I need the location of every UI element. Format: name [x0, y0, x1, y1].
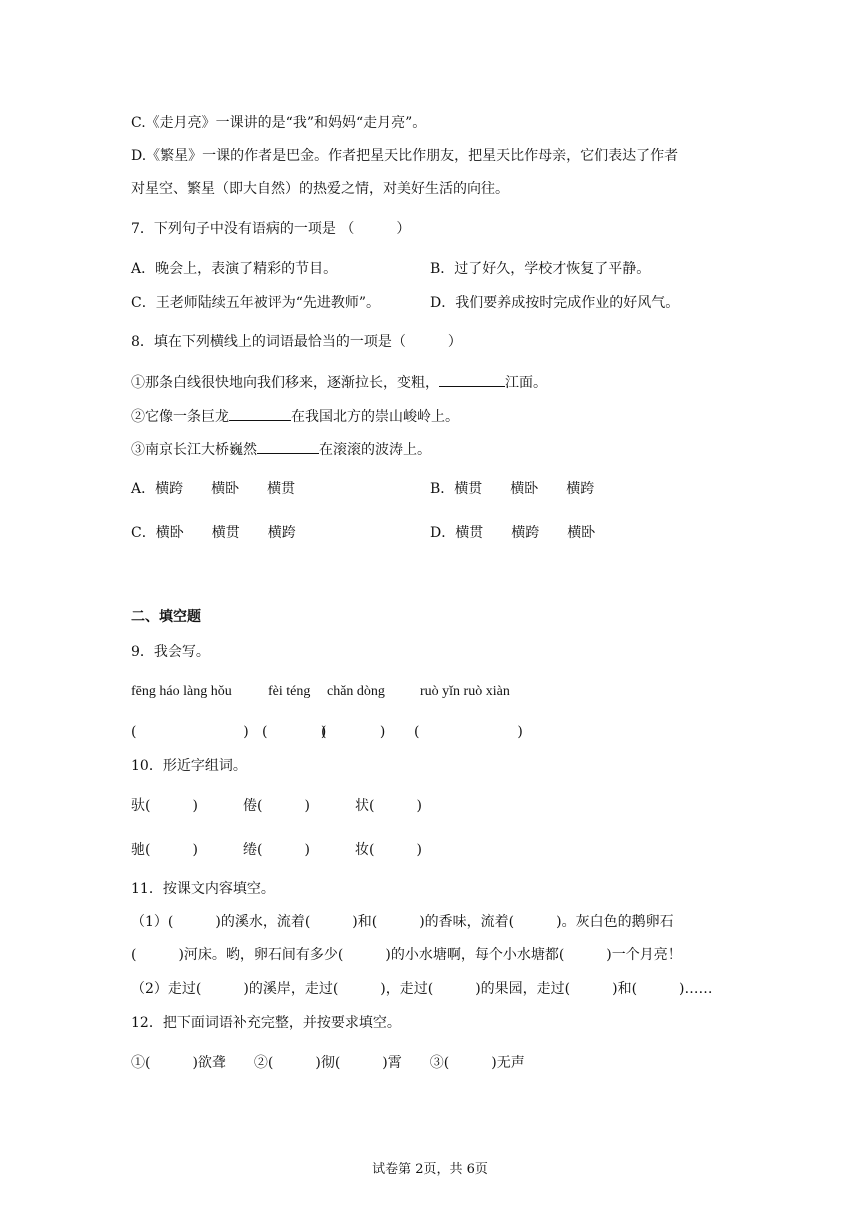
- q7-option-b: B．过了好久，学校才恢复了平静。: [430, 261, 651, 277]
- q8-blank-1[interactable]: [439, 372, 505, 387]
- q8-option-c: C．横卧 横贯 横跨: [131, 525, 296, 541]
- q12-stem: 12．把下面词语补充完整，并按要求填空。: [131, 1015, 401, 1031]
- q7-stem: 7．下列句子中没有语病的一项是 （ ）: [131, 221, 411, 237]
- q10-r2-item2[interactable]: 绻( ): [243, 842, 310, 858]
- q8-s2-after: 在我国北方的崇山峻岭上。: [291, 409, 459, 425]
- q11-stem: 11．按课文内容填空。: [131, 881, 275, 897]
- q8-sentence-1: [131, 372, 547, 393]
- q9-pinyin-1: fēng háo làng hǒu: [131, 684, 232, 699]
- q10-r2-item1[interactable]: 驰( ): [131, 842, 198, 858]
- q6-option-d-line2: 对星空、繁星（即大自然）的热爱之情，对美好生活的向往。: [131, 181, 509, 197]
- q9-stem: 9．我会写。: [131, 644, 210, 660]
- page-footer: 试卷第 2页，共 6页: [372, 1162, 488, 1177]
- q8-blank-3[interactable]: [257, 439, 319, 454]
- q10-stem: 10．形近字组词。: [131, 758, 247, 774]
- q7-option-c: C．王老师陆续五年被评为“先进教师”。: [131, 295, 381, 311]
- q10-r1-item3[interactable]: 状( ): [355, 798, 422, 814]
- q12-items: ①( )欲聋 ②( )彻( )霄 ③( )无声: [131, 1055, 525, 1071]
- q10-r1-item2[interactable]: 倦( ): [243, 798, 310, 814]
- q8-option-d: D．横贯 横跨 横卧: [430, 525, 596, 541]
- q8-s2-before: ②它像一条巨龙: [131, 409, 229, 425]
- q11-line-1: （1）( )的溪水，流着( )和( )的香味，流着( )。灰白色的鹅卵石: [131, 914, 674, 930]
- q9-bracket-4[interactable]: ( ): [414, 724, 523, 740]
- q8-sentence-2: [131, 406, 459, 427]
- q8-blank-2[interactable]: [229, 406, 291, 421]
- q7-option-d: D．我们要养成按时完成作业的好风气。: [430, 295, 680, 311]
- q8-option-a: A．横跨 横卧 横贯: [131, 481, 296, 497]
- q8-s1-before: ①那条白线很快地向我们移来，逐渐拉长，变粗，: [131, 375, 439, 391]
- q8-s3-before: ③南京长江大桥巍然: [131, 442, 257, 458]
- q10-r2-item3[interactable]: 妆( ): [355, 842, 422, 858]
- q9-bracket-3[interactable]: ( ): [321, 724, 386, 740]
- q6-option-d-line1: D.《繁星》一课的作者是巴金。作者把星天比作朋友，把星天比作母亲，它们表达了作者: [131, 148, 679, 164]
- q8-s3-after: 在滚滚的波涛上。: [319, 442, 431, 458]
- q10-r1-item1[interactable]: 驮( ): [131, 798, 198, 814]
- q9-pinyin-4: ruò yǐn ruò xiàn: [420, 684, 510, 699]
- q9-pinyin-2: fèi téng: [268, 684, 311, 699]
- q8-sentence-3: [131, 439, 431, 460]
- section-2-title: 二、填空题: [131, 609, 201, 625]
- q8-option-b: B．横贯 横卧 横跨: [430, 481, 595, 497]
- q11-line-2: ( )河床。哟，卵石间有多少( )的小水塘啊，每个小水塘都( )一个月亮！: [131, 947, 682, 963]
- q6-option-c: C.《走月亮》一课讲的是“我”和妈妈“走月亮”。: [131, 115, 427, 131]
- q8-s1-after: 江面。: [505, 375, 547, 391]
- q7-option-a: A．晚会上，表演了精彩的节目。: [131, 261, 338, 277]
- q9-pinyin-3: chǎn dòng: [327, 684, 385, 699]
- q11-line-3: （2）走过( )的溪岸，走过( )，走过( )的果园，走过( )和( )……: [131, 981, 713, 997]
- q9-bracket-2[interactable]: ( ): [262, 724, 327, 740]
- q8-stem: 8．填在下列横线上的词语最恰当的一项是（ ）: [131, 334, 462, 350]
- q9-bracket-1[interactable]: ( ): [131, 724, 249, 740]
